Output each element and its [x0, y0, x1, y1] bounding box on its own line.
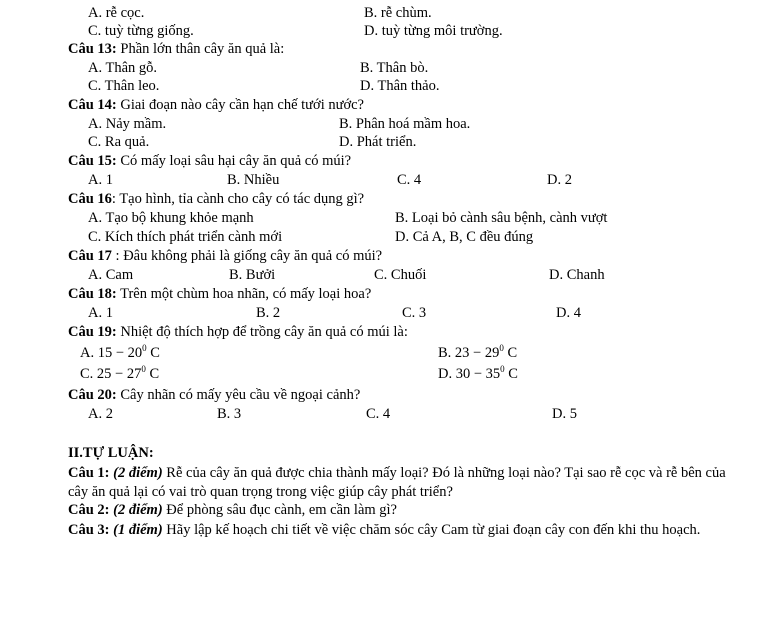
option-b: B. Bưởi [229, 267, 276, 283]
option-a: A. Thân gỗ. [88, 60, 158, 76]
question-label: Câu 13: [68, 41, 117, 57]
option-b: B. 3 [217, 406, 242, 422]
option-b: B. 2 [256, 305, 281, 321]
option-d: D. 5 [552, 406, 577, 422]
option-a: A. Cam [88, 267, 134, 283]
option-a: A. 2 [88, 406, 113, 422]
question-label: Câu 3: [68, 522, 110, 538]
question-label: Câu 2: [68, 502, 110, 518]
question-15 [68, 153, 351, 170]
option-a: A. Nảy mầm. [88, 116, 167, 132]
option-a: A. Tạo bộ khung khỏe mạnh [88, 210, 254, 226]
option-c: C. Chuối [374, 267, 427, 283]
question-text: Giai đoạn nào cây cần hạn chế tưới nước? [120, 97, 364, 113]
option-c: C. $25 - 27^0$ C [80, 364, 160, 382]
question-text: Trên một chùm hoa nhãn, có mấy loại hoa? [120, 286, 372, 302]
option-b: B. $23 - 29^0$ C [438, 343, 518, 361]
option-a: A. 1 [88, 305, 113, 321]
question-label: Câu 1: [68, 465, 110, 481]
option-b: B. Loại bỏ cành sâu bệnh, cành vượt [395, 210, 608, 226]
question-points: (2 điểm) [113, 502, 163, 518]
essay-question-2 [68, 502, 397, 519]
option-c: C. 3 [402, 305, 427, 321]
question-text: Để phòng sâu đục cành, em cần làm gì? [162, 502, 397, 518]
question-text: : Đâu không phải là giống cây ăn quả có múi? [111, 248, 383, 264]
question-18 [68, 286, 371, 303]
option-b: B. Thân bò. [360, 60, 429, 76]
option-b: B. Phân hoá mầm hoa. [339, 116, 471, 132]
option-c: C. Kích thích phát triển cành mới [88, 229, 283, 245]
question-text: Có mấy loại sâu hại cây ăn quả có múi? [120, 153, 352, 169]
question-label: Câu 16 [68, 191, 112, 207]
question-label: Câu 15: [68, 153, 117, 169]
question-text: Nhiệt độ thích hợp để trồng cây ăn quả có múi là: [120, 324, 408, 340]
question-14 [68, 97, 364, 114]
option-b: B. rễ chùm. [364, 5, 432, 21]
question-label: Câu 19: [68, 324, 117, 340]
option-c: C. Ra quả. [88, 134, 150, 150]
question-text: Rễ của cây ăn quả được chia thành mấy loại? Đó là những loại nào? Tại sao rễ cọc và rễ bên của cây ăn quả lại có vai trò quan trọng trong việc giúp cây phát triển? [68, 465, 726, 500]
section-title: II.TỰ LUẬN: [68, 445, 154, 461]
option-d: D. 4 [556, 305, 581, 321]
question-points: (2 điểm) [113, 465, 163, 481]
option-c: C. tuỳ từng giống. [88, 23, 194, 39]
option-c: C. 4 [366, 406, 391, 422]
option-d: D. $30 - 35^0$ C [438, 364, 518, 382]
option-c: C. Thân leo. [88, 78, 160, 94]
option-d: D. tuỳ từng môi trường. [364, 23, 503, 39]
question-16 [68, 191, 364, 208]
option-a: A. $15 - 20^0$ C [80, 343, 160, 361]
question-points: (1 điểm) [113, 522, 163, 538]
option-b: B. Nhiều [227, 172, 280, 188]
question-text: : Tạo hình, tỉa cành cho cây có tác dụng gì? [111, 191, 365, 207]
question-20 [68, 387, 360, 404]
option-d: D. Phát triển. [339, 134, 417, 150]
option-c: C. 4 [397, 172, 422, 188]
question-19 [68, 324, 408, 341]
option-a: A. rễ cọc. [88, 5, 145, 21]
question-label: Câu 18: [68, 286, 117, 302]
question-17 [68, 248, 382, 265]
option-d: D. 2 [547, 172, 572, 188]
option-d: D. Chanh [549, 267, 605, 283]
essay-question-1 [68, 464, 728, 502]
question-13 [68, 41, 284, 58]
option-d: D. Cả A, B, C đều đúng [395, 229, 534, 245]
question-text: Cây nhãn có mấy yêu cầu về ngoại cảnh? [120, 387, 361, 403]
question-label: Câu 14: [68, 97, 117, 113]
essay-question-3 [68, 521, 728, 540]
question-label: Câu 20: [68, 387, 117, 403]
question-text: Hãy lập kế hoạch chi tiết về việc chăm sóc cây Cam từ giai đoạn cây con đến khi thu hoạch. [162, 522, 701, 538]
question-text: Phần lớn thân cây ăn quả là: [120, 41, 285, 57]
question-label: Câu 17 [68, 248, 112, 264]
option-d: D. Thân thảo. [360, 78, 440, 94]
option-a: A. 1 [88, 172, 113, 188]
